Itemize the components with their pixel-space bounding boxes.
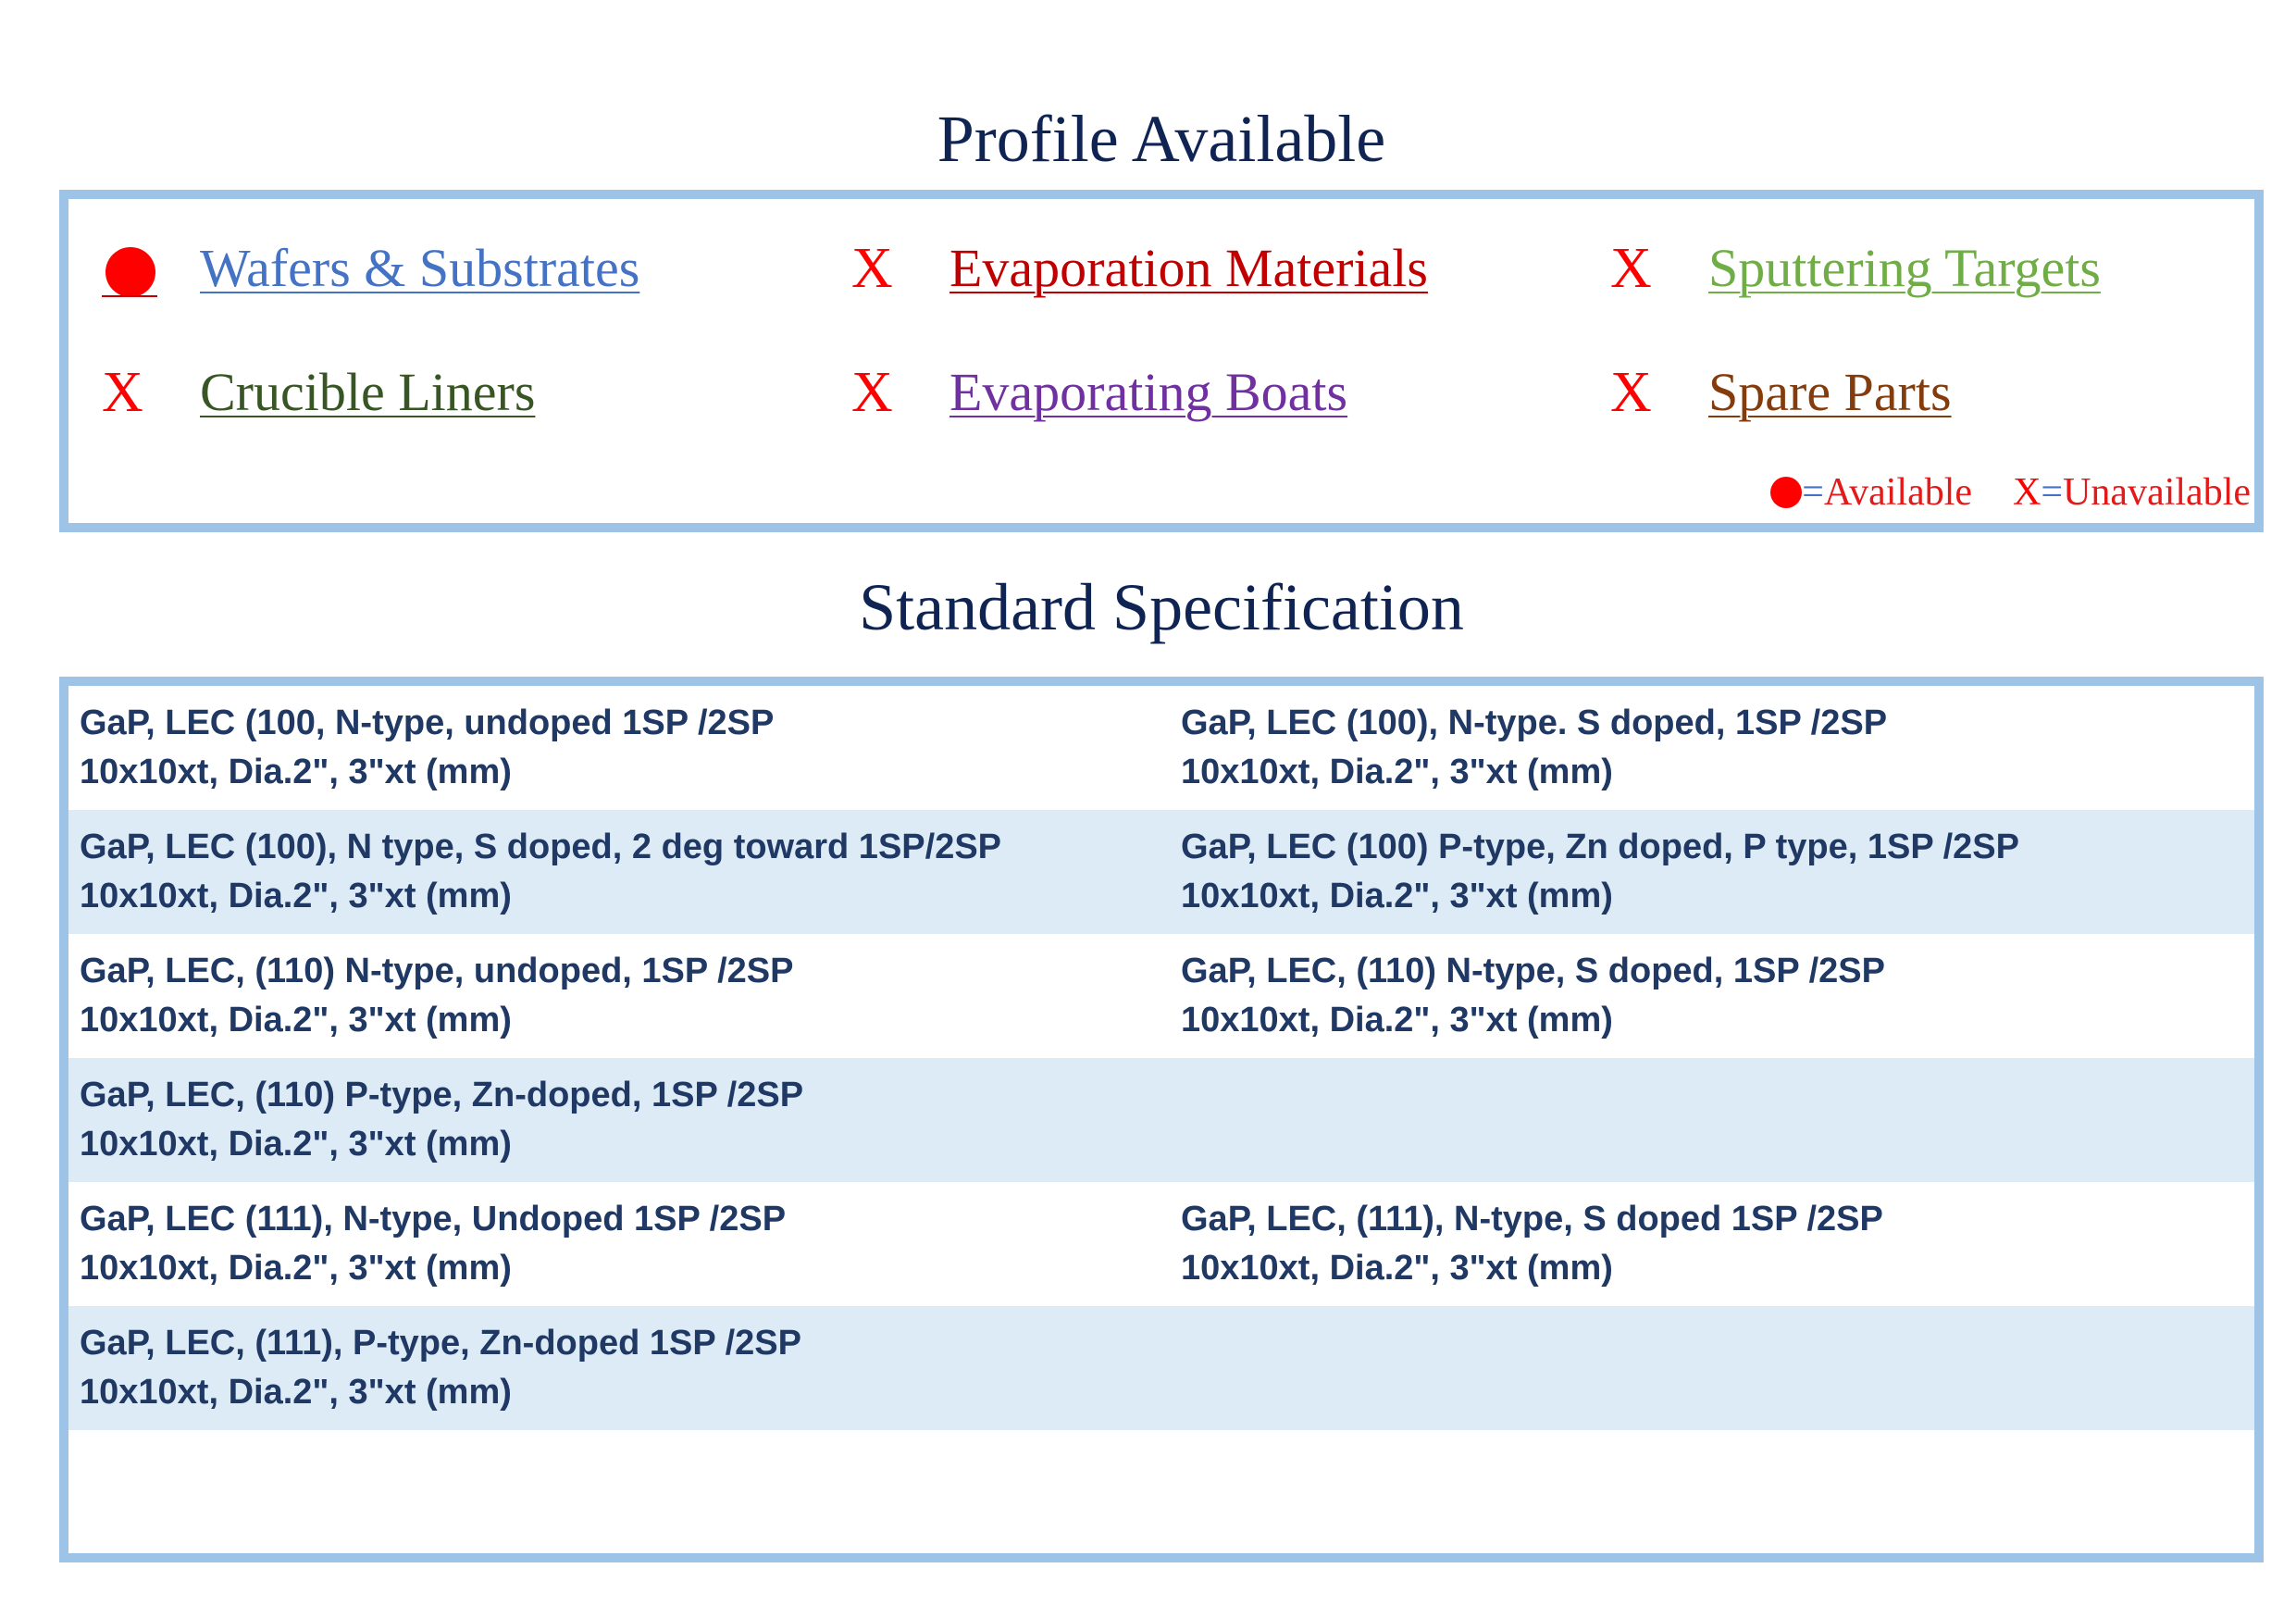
spec-cell: GaP, LEC, (110) P-type, Zn-doped, 1SP /2SP 10x10xt, Dia.2", 3"xt (mm)	[80, 1076, 804, 1164]
profile-link-sputtering-targets[interactable]: Sputtering Targets	[1708, 238, 2101, 298]
spec-cell: GaP, LEC, (111), N-type, S doped 1SP /2SP 10x10xt, Dia.2", 3"xt (mm)	[1181, 1200, 1883, 1288]
spec-cell: GaP, LEC (100), N type, S doped, 2 deg toward 1SP/2SP 10x10xt, Dia.2", 3"xt (mm)	[80, 828, 1002, 915]
spec-cell: GaP, LEC (100), N-type. S doped, 1SP /2SP 10x10xt, Dia.2", 3"xt (mm)	[1181, 703, 1888, 791]
unavailable-x-icon: X	[851, 237, 893, 300]
unavailable-x-icon: X	[851, 361, 893, 424]
spec-table	[59, 677, 2264, 1562]
profile-link-evaporation-materials[interactable]: Evaporation Materials	[949, 238, 1428, 298]
profile-link-spare-parts[interactable]: Spare Parts	[1708, 362, 1952, 422]
profile-link-evaporating-boats[interactable]: Evaporating Boats	[949, 362, 1348, 422]
table-row	[68, 1058, 2254, 1182]
spec-cell: GaP, LEC (100, N-type, undoped 1SP /2SP 10x10xt, Dia.2", 3"xt (mm)	[80, 703, 775, 791]
unavailable-x-icon: X	[102, 361, 143, 424]
profile-title: Profile Available	[937, 102, 1386, 176]
spec-cell: GaP, LEC (111), N-type, Undoped 1SP /2SP 10x10xt, Dia.2", 3"xt (mm)	[80, 1200, 787, 1288]
spec-cell: GaP, LEC, (110) N-type, S doped, 1SP /2SP 10x10xt, Dia.2", 3"xt (mm)	[1181, 952, 1885, 1039]
table-row	[68, 934, 2254, 1058]
legend-unavailable-text: Unavailable	[2063, 471, 2251, 514]
table-row	[68, 810, 2254, 934]
legend-dot-icon	[1770, 477, 1802, 508]
legend-available-text: Available	[1823, 471, 1973, 514]
unavailable-x-icon: X	[1610, 237, 1652, 300]
spec-cell: GaP, LEC (100) P-type, Zn doped, P type, 1SP /2SP 10x10xt, Dia.2", 3"xt (mm)	[1181, 828, 2019, 915]
spec-cell: GaP, LEC, (110) N-type, undoped, 1SP /2SP 10x10xt, Dia.2", 3"xt (mm)	[80, 952, 794, 1039]
unavailable-x-icon: X	[1610, 361, 1652, 424]
legend-x-icon: X	[2013, 471, 2042, 514]
availability-legend: =Available X=Unavailable	[1770, 469, 2251, 516]
profile-box	[59, 190, 2264, 532]
profile-link-wafers[interactable]: Wafers & Substrates	[200, 238, 640, 298]
profile-link-crucible-liners[interactable]: Crucible Liners	[200, 362, 536, 422]
spec-cell: GaP, LEC, (111), P-type, Zn-doped 1SP /2SP 10x10xt, Dia.2", 3"xt (mm)	[80, 1324, 801, 1412]
spec-title: Standard Specification	[859, 570, 1464, 644]
table-row	[68, 1182, 2254, 1306]
table-row	[68, 686, 2254, 810]
table-row	[68, 1306, 2254, 1430]
